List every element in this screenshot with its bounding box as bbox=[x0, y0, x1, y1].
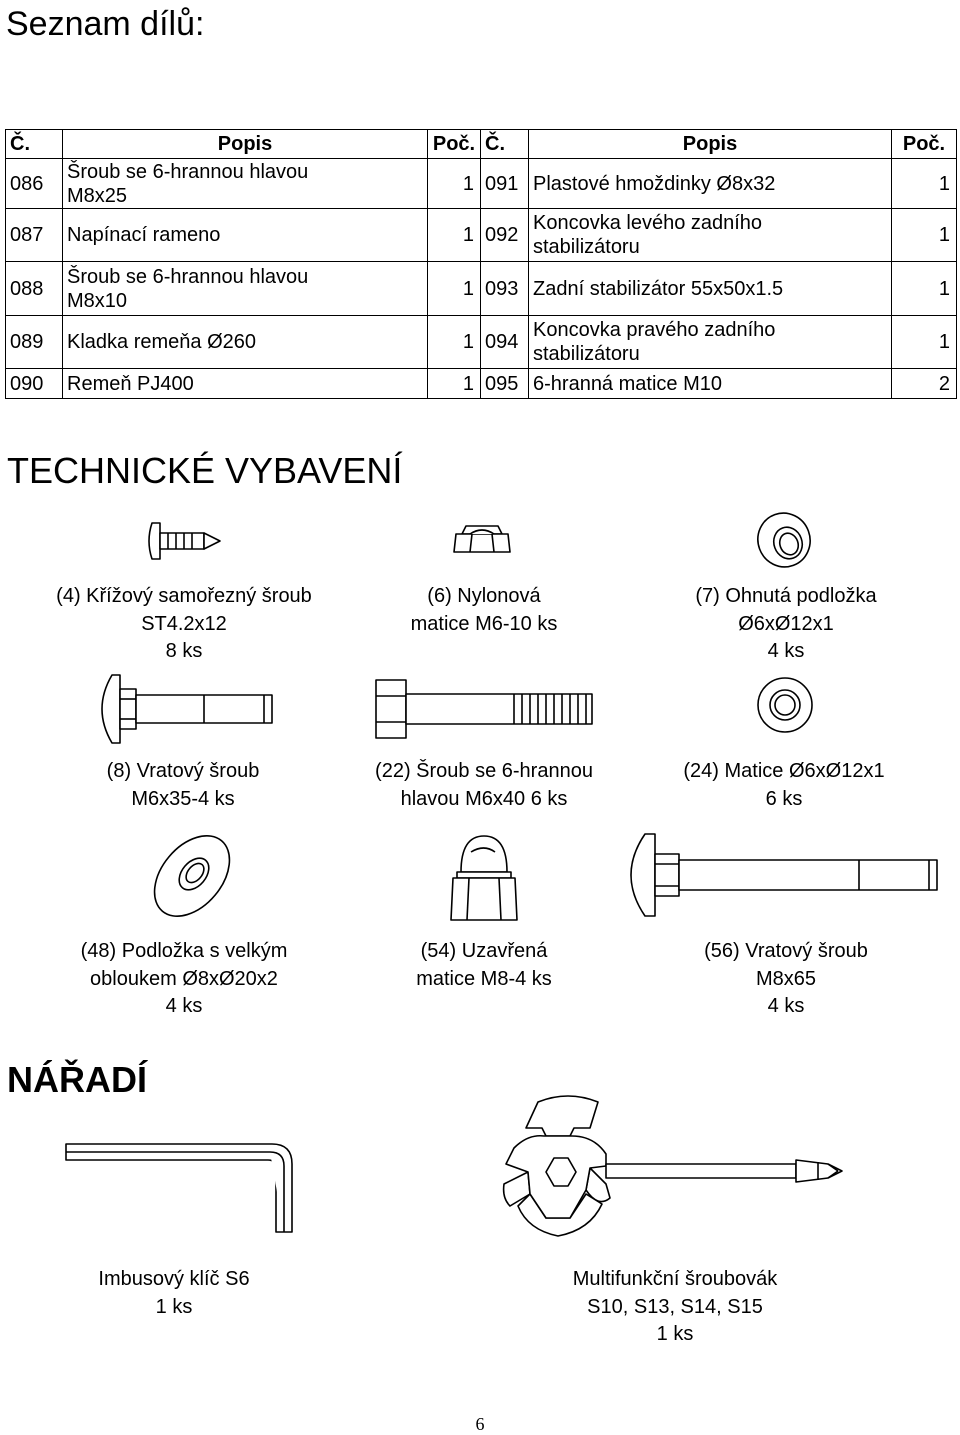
part-description: Remeň PJ400 bbox=[63, 369, 428, 399]
carriage-bolt-icon bbox=[94, 673, 274, 745]
part-number: 091 bbox=[481, 159, 529, 209]
part-description: Kladka remeňa Ø260 bbox=[63, 316, 428, 369]
table-header-row bbox=[6, 130, 957, 159]
col-header-qty: Poč. bbox=[892, 130, 957, 159]
col-header-num: Č. bbox=[6, 130, 63, 159]
part-number: 090 bbox=[6, 369, 63, 399]
part-description: Šroub se 6-hrannou hlavou M8x25 bbox=[63, 159, 428, 209]
part-number: 092 bbox=[481, 209, 529, 262]
part-description: Plastové hmoždinky Ø8x32 bbox=[529, 159, 892, 209]
table-row bbox=[6, 262, 957, 316]
page-title: Seznam dílů: bbox=[6, 5, 205, 43]
page-number: 6 bbox=[475, 1414, 485, 1434]
tool-caption: Imbusový klíč S6 1 ks bbox=[98, 1268, 250, 1318]
parts-table bbox=[5, 129, 957, 399]
carriage-bolt-long-icon bbox=[621, 832, 939, 918]
hardware-caption: (48) Podložka s velkým obloukem Ø8xØ20x2 4 ks bbox=[80, 940, 288, 1017]
part-description: 6-hranná matice M10 bbox=[529, 369, 892, 399]
part-number: 089 bbox=[6, 316, 63, 369]
hardware-caption: (4) Křížový samořezný šroub ST4.2x12 8 ks bbox=[56, 585, 312, 662]
washer-icon bbox=[756, 676, 814, 734]
col-header-desc: Popis bbox=[529, 130, 892, 159]
cap-nut-icon bbox=[443, 832, 525, 922]
col-header-desc: Popis bbox=[63, 130, 428, 159]
part-description: Koncovka pravého zadního stabilizátoru bbox=[529, 316, 892, 369]
table-row bbox=[6, 209, 957, 262]
table-row bbox=[6, 369, 957, 399]
hardware-caption: (22) Šroub se 6-hrannou hlavou M6x40 6 ks bbox=[375, 760, 593, 810]
part-quantity: 1 bbox=[428, 209, 481, 262]
table-row bbox=[6, 316, 957, 369]
part-description: Koncovka levého zadního stabilizátoru bbox=[529, 209, 892, 262]
col-header-qty: Poč. bbox=[428, 130, 481, 159]
part-description: Zadní stabilizátor 55x50x1.5 bbox=[529, 262, 892, 316]
col-header-num: Č. bbox=[481, 130, 529, 159]
hardware-caption: (54) Uzavřená matice M8-4 ks bbox=[416, 940, 552, 990]
part-quantity: 1 bbox=[428, 159, 481, 209]
part-quantity: 1 bbox=[428, 369, 481, 399]
part-description: Napínací rameno bbox=[63, 209, 428, 262]
hardware-caption: (8) Vratový šroub M6x35-4 ks bbox=[106, 760, 260, 810]
section-heading-technical: TECHNICKÉ VYBAVENÍ bbox=[7, 450, 403, 491]
part-number: 087 bbox=[6, 209, 63, 262]
part-quantity: 1 bbox=[892, 159, 957, 209]
section-heading-tools: NÁŘADÍ bbox=[7, 1059, 147, 1100]
part-quantity: 1 bbox=[892, 262, 957, 316]
part-quantity: 1 bbox=[892, 316, 957, 369]
part-number: 088 bbox=[6, 262, 63, 316]
hardware-caption: (56) Vratový šroub M8x65 4 ks bbox=[704, 940, 868, 1017]
part-quantity: 1 bbox=[892, 209, 957, 262]
part-number: 086 bbox=[6, 159, 63, 209]
large-washer-icon bbox=[142, 826, 242, 926]
hardware-caption: (24) Matice Ø6xØ12x1 6 ks bbox=[683, 760, 885, 810]
part-description: Šroub se 6-hrannou hlavou M8x10 bbox=[63, 262, 428, 316]
table-row bbox=[6, 159, 957, 209]
cross-tapping-screw-icon bbox=[146, 521, 226, 561]
hex-bolt-icon bbox=[374, 678, 594, 740]
hardware-caption: (7) Ohnutá podložka Ø6xØ12x1 4 ks bbox=[695, 585, 877, 662]
part-quantity: 1 bbox=[428, 262, 481, 316]
allen-key-icon bbox=[64, 1138, 296, 1234]
tool-caption: Multifunkční šroubovák S10, S13, S14, S15 1 ks bbox=[572, 1268, 778, 1345]
part-number: 093 bbox=[481, 262, 529, 316]
hardware-caption: (6) Nylonová matice M6-10 ks bbox=[410, 585, 558, 635]
part-quantity: 1 bbox=[428, 316, 481, 369]
part-quantity: 2 bbox=[892, 369, 957, 399]
part-number: 094 bbox=[481, 316, 529, 369]
curved-washer-icon bbox=[756, 510, 816, 570]
multi-wrench-icon bbox=[498, 1094, 860, 1238]
nylon-nut-icon bbox=[452, 524, 512, 556]
part-number: 095 bbox=[481, 369, 529, 399]
